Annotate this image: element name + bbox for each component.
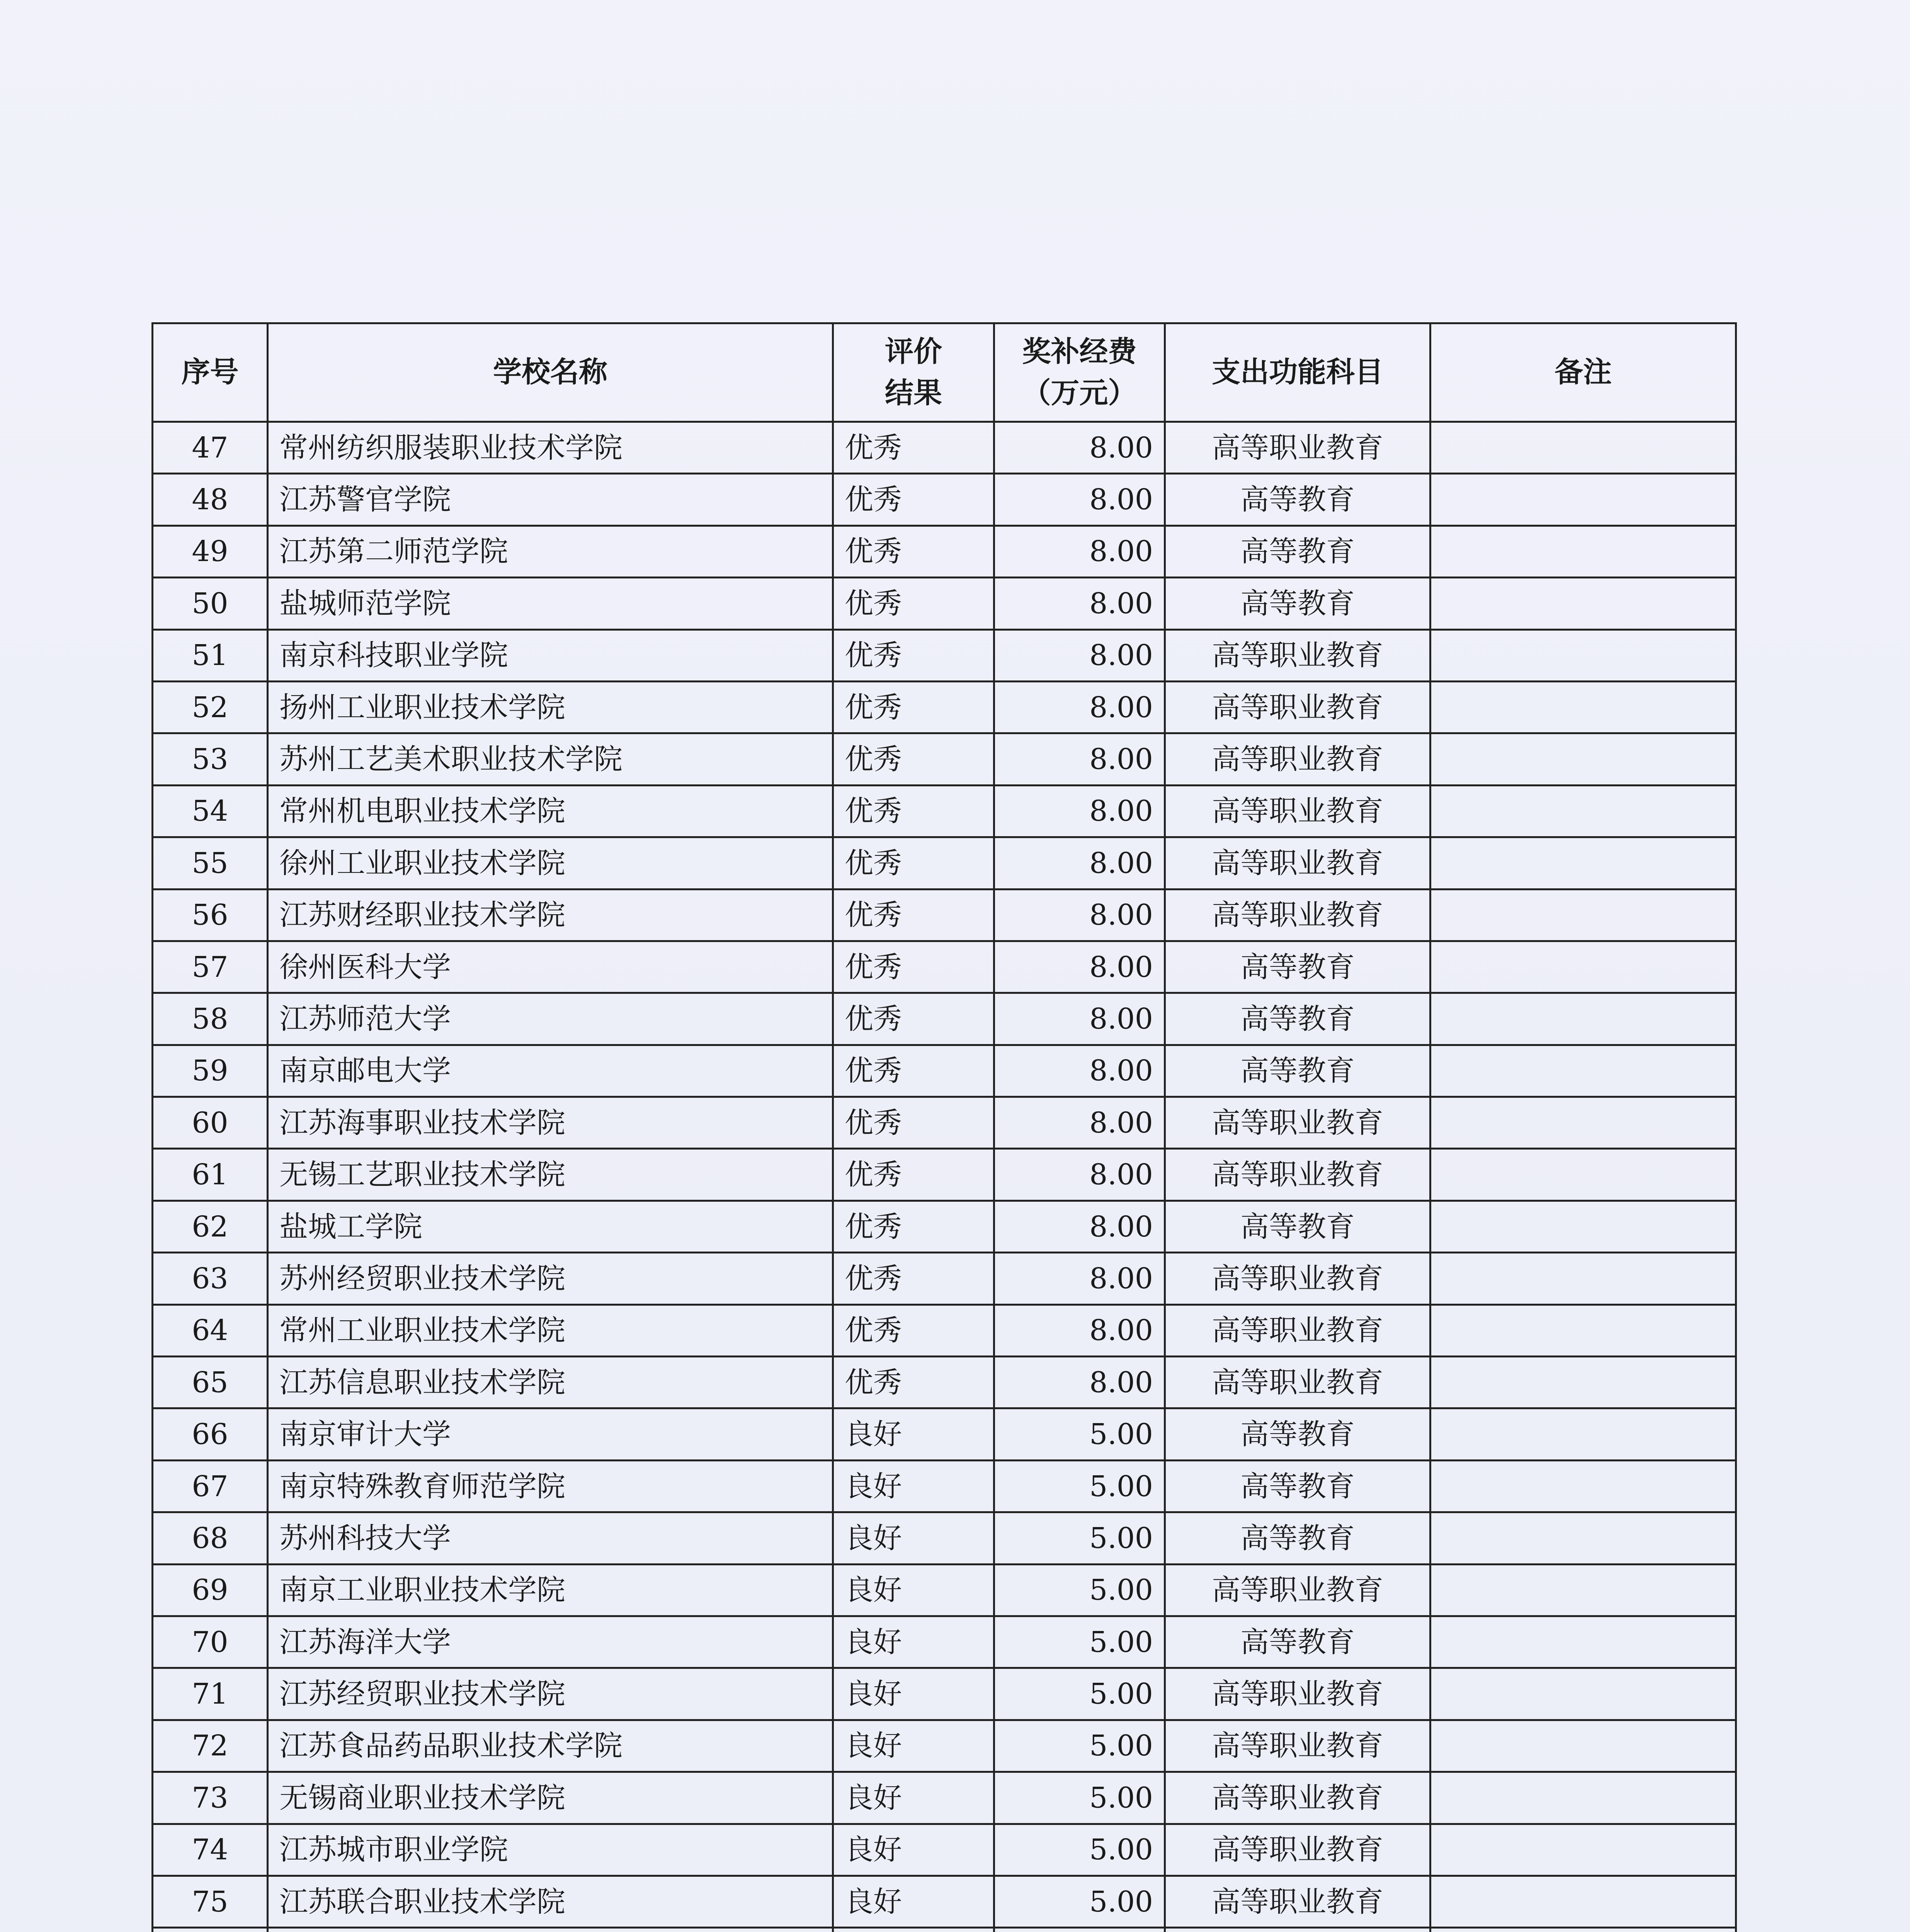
cell-remarks <box>1430 629 1736 681</box>
cell-funding: 8.00 <box>994 629 1165 681</box>
cell-expenditure-subject <box>1165 1928 1430 1932</box>
cell-no: 59 <box>153 1045 268 1097</box>
cell-expenditure-subject: 高等职业教育 <box>1165 1668 1430 1720</box>
cell-funding: 5.00 <box>994 1408 1165 1460</box>
cell-no: 69 <box>153 1564 268 1616</box>
table-row <box>153 526 1736 577</box>
cell-remarks <box>1430 1668 1736 1720</box>
table-row <box>153 1357 1736 1408</box>
cell-funding: 8.00 <box>994 785 1165 837</box>
cell-funding: 5.00 <box>994 1616 1165 1668</box>
cell-remarks <box>1430 1097 1736 1149</box>
table-row <box>153 578 1736 629</box>
cell-school-name: 南京科技职业学院 <box>268 629 833 681</box>
cell-funding: 5.00 <box>994 1668 1165 1720</box>
cell-school-name: 江苏师范大学 <box>268 993 833 1045</box>
cell-expenditure-subject: 高等教育 <box>1165 1460 1430 1512</box>
cell-school-name: 徐州医科大学 <box>268 941 833 993</box>
cell-no: 74 <box>153 1824 268 1876</box>
cell-school-name: 江苏第二师范学院 <box>268 526 833 577</box>
cell-evaluation: 良好 <box>833 1876 994 1927</box>
cell-funding: 8.00 <box>994 1045 1165 1097</box>
cell-funding: 8.00 <box>994 578 1165 629</box>
cell-no: 70 <box>153 1616 268 1668</box>
cell-no: 62 <box>153 1201 268 1252</box>
table-row <box>153 785 1736 837</box>
cell-funding: 8.00 <box>994 837 1165 889</box>
table-row <box>153 941 1736 993</box>
cell-expenditure-subject: 高等教育 <box>1165 993 1430 1045</box>
cell-remarks <box>1430 1512 1736 1564</box>
table-row <box>153 1304 1736 1356</box>
cell-funding: 5.00 <box>994 1876 1165 1927</box>
header-school-name: 学校名称 <box>268 323 833 422</box>
cell-evaluation: 优秀 <box>833 474 994 526</box>
cell-school-name: 南京特殊教育师范学院 <box>268 1460 833 1512</box>
cell-funding: 5.00 <box>994 1460 1165 1512</box>
cell-funding: 5.00 <box>994 1772 1165 1824</box>
cell-evaluation: 良好 <box>833 1564 994 1616</box>
cell-expenditure-subject: 高等职业教育 <box>1165 1772 1430 1824</box>
cell-expenditure-subject: 高等教育 <box>1165 1045 1430 1097</box>
cell-funding: 8.00 <box>994 474 1165 526</box>
cell-remarks <box>1430 1616 1736 1668</box>
cell-no: 47 <box>153 422 268 474</box>
cell-expenditure-subject: 高等职业教育 <box>1165 1357 1430 1408</box>
cell-no <box>153 1928 268 1932</box>
cell-no: 57 <box>153 941 268 993</box>
table-row <box>153 474 1736 526</box>
cell-expenditure-subject: 高等职业教育 <box>1165 785 1430 837</box>
cell-evaluation: 优秀 <box>833 1149 994 1201</box>
cell-school-name: 江苏城市职业学院 <box>268 1824 833 1876</box>
cell-remarks <box>1430 889 1736 941</box>
cell-remarks <box>1430 1928 1736 1932</box>
cell-school-name: 无锡工艺职业技术学院 <box>268 1149 833 1201</box>
cell-school-name: 无锡商业职业技术学院 <box>268 1772 833 1824</box>
cell-evaluation: 优秀 <box>833 733 994 785</box>
cell-evaluation: 优秀 <box>833 422 994 474</box>
cell-funding <box>994 1928 1165 1932</box>
table-body <box>153 422 1736 1932</box>
cell-remarks <box>1430 1304 1736 1356</box>
cell-no: 53 <box>153 733 268 785</box>
cell-evaluation: 优秀 <box>833 629 994 681</box>
cell-no: 75 <box>153 1876 268 1927</box>
cell-remarks <box>1430 474 1736 526</box>
cell-expenditure-subject: 高等职业教育 <box>1165 733 1430 785</box>
table-row <box>153 1564 1736 1616</box>
cell-remarks <box>1430 422 1736 474</box>
cell-no: 72 <box>153 1720 268 1772</box>
cell-remarks <box>1430 1460 1736 1512</box>
cell-remarks <box>1430 1720 1736 1772</box>
cell-funding: 8.00 <box>994 1097 1165 1149</box>
cell-funding: 8.00 <box>994 733 1165 785</box>
cell-school-name: 江苏联合职业技术学院 <box>268 1876 833 1927</box>
table-row <box>153 1616 1736 1668</box>
cell-school-name: 苏州科技大学 <box>268 1512 833 1564</box>
cell-evaluation: 优秀 <box>833 837 994 889</box>
cell-remarks <box>1430 1408 1736 1460</box>
cell-remarks <box>1430 1149 1736 1201</box>
cell-remarks <box>1430 1045 1736 1097</box>
cell-school-name: 常州工业职业技术学院 <box>268 1304 833 1356</box>
cell-funding: 8.00 <box>994 1253 1165 1304</box>
table-row <box>153 1149 1736 1201</box>
table-row <box>153 1201 1736 1252</box>
cell-expenditure-subject: 高等教育 <box>1165 578 1430 629</box>
cell-expenditure-subject: 高等教育 <box>1165 1408 1430 1460</box>
cell-funding: 5.00 <box>994 1564 1165 1616</box>
cell-expenditure-subject: 高等职业教育 <box>1165 1824 1430 1876</box>
cell-expenditure-subject: 高等职业教育 <box>1165 1304 1430 1356</box>
cell-expenditure-subject: 高等教育 <box>1165 941 1430 993</box>
cell-remarks <box>1430 1876 1736 1927</box>
cell-evaluation: 优秀 <box>833 1304 994 1356</box>
cell-funding: 5.00 <box>994 1824 1165 1876</box>
cell-evaluation: 优秀 <box>833 993 994 1045</box>
cell-funding: 8.00 <box>994 1357 1165 1408</box>
cell-expenditure-subject: 高等职业教育 <box>1165 1097 1430 1149</box>
cell-evaluation: 良好 <box>833 1408 994 1460</box>
cell-school-name: 南京邮电大学 <box>268 1045 833 1097</box>
cell-school-name <box>268 1928 833 1932</box>
cell-funding: 8.00 <box>994 941 1165 993</box>
cell-expenditure-subject: 高等职业教育 <box>1165 837 1430 889</box>
cell-evaluation: 优秀 <box>833 681 994 733</box>
cell-funding: 8.00 <box>994 1149 1165 1201</box>
cell-funding: 8.00 <box>994 1304 1165 1356</box>
cell-school-name: 苏州工艺美术职业技术学院 <box>268 733 833 785</box>
section-total-row <box>153 1928 1736 1932</box>
header-funding-line1: 奖补经费 <box>1022 335 1137 368</box>
table-row <box>153 1097 1736 1149</box>
cell-no: 58 <box>153 993 268 1045</box>
cell-funding: 8.00 <box>994 993 1165 1045</box>
cell-no: 73 <box>153 1772 268 1824</box>
table-row <box>153 1253 1736 1304</box>
table-row <box>153 1408 1736 1460</box>
cell-no: 49 <box>153 526 268 577</box>
cell-evaluation: 优秀 <box>833 1201 994 1252</box>
cell-expenditure-subject: 高等职业教育 <box>1165 1720 1430 1772</box>
cell-expenditure-subject: 高等职业教育 <box>1165 889 1430 941</box>
cell-evaluation: 良好 <box>833 1824 994 1876</box>
header-remarks: 备注 <box>1430 323 1736 422</box>
cell-evaluation: 优秀 <box>833 526 994 577</box>
cell-school-name: 江苏信息职业技术学院 <box>268 1357 833 1408</box>
cell-no: 61 <box>153 1149 268 1201</box>
table-row <box>153 1460 1736 1512</box>
cell-school-name: 江苏警官学院 <box>268 474 833 526</box>
cell-no: 52 <box>153 681 268 733</box>
cell-school-name: 江苏海洋大学 <box>268 1616 833 1668</box>
cell-expenditure-subject: 高等职业教育 <box>1165 1564 1430 1616</box>
header-evaluation-line2: 结果 <box>885 376 942 410</box>
table-row <box>153 422 1736 474</box>
cell-no: 54 <box>153 785 268 837</box>
header-funding <box>994 323 1165 422</box>
table-row <box>153 1720 1736 1772</box>
cell-no: 60 <box>153 1097 268 1149</box>
cell-no: 71 <box>153 1668 268 1720</box>
cell-remarks <box>1430 785 1736 837</box>
cell-remarks <box>1430 1357 1736 1408</box>
table-row <box>153 733 1736 785</box>
cell-expenditure-subject: 高等教育 <box>1165 1201 1430 1252</box>
cell-no: 66 <box>153 1408 268 1460</box>
cell-school-name: 江苏经贸职业技术学院 <box>268 1668 833 1720</box>
funding-table <box>151 322 1737 1932</box>
cell-school-name: 江苏财经职业技术学院 <box>268 889 833 941</box>
cell-evaluation: 优秀 <box>833 1357 994 1408</box>
cell-remarks <box>1430 578 1736 629</box>
cell-funding: 5.00 <box>994 1720 1165 1772</box>
cell-expenditure-subject: 高等职业教育 <box>1165 681 1430 733</box>
cell-remarks <box>1430 941 1736 993</box>
cell-remarks <box>1430 733 1736 785</box>
table-row <box>153 889 1736 941</box>
table-header-row <box>153 323 1736 422</box>
cell-school-name: 南京审计大学 <box>268 1408 833 1460</box>
cell-no: 65 <box>153 1357 268 1408</box>
cell-remarks <box>1430 1772 1736 1824</box>
cell-school-name: 盐城师范学院 <box>268 578 833 629</box>
table-row <box>153 993 1736 1045</box>
cell-evaluation: 良好 <box>833 1616 994 1668</box>
cell-remarks <box>1430 837 1736 889</box>
cell-evaluation: 优秀 <box>833 1097 994 1149</box>
header-expenditure-subject: 支出功能科目 <box>1165 323 1430 422</box>
cell-evaluation: 良好 <box>833 1512 994 1564</box>
cell-funding: 8.00 <box>994 526 1165 577</box>
cell-evaluation: 良好 <box>833 1772 994 1824</box>
table-row <box>153 837 1736 889</box>
cell-funding: 8.00 <box>994 889 1165 941</box>
header-evaluation-line1: 评价 <box>885 335 942 368</box>
cell-school-name: 江苏食品药品职业技术学院 <box>268 1720 833 1772</box>
cell-no: 63 <box>153 1253 268 1304</box>
cell-remarks <box>1430 681 1736 733</box>
cell-evaluation: 优秀 <box>833 889 994 941</box>
table-row <box>153 1824 1736 1876</box>
cell-school-name: 常州纺织服装职业技术学院 <box>268 422 833 474</box>
cell-evaluation: 良好 <box>833 1668 994 1720</box>
cell-remarks <box>1430 993 1736 1045</box>
cell-remarks <box>1430 1824 1736 1876</box>
cell-no: 64 <box>153 1304 268 1356</box>
cell-evaluation: 优秀 <box>833 1253 994 1304</box>
cell-school-name: 盐城工学院 <box>268 1201 833 1252</box>
cell-expenditure-subject: 高等职业教育 <box>1165 422 1430 474</box>
cell-no: 55 <box>153 837 268 889</box>
cell-evaluation: 优秀 <box>833 578 994 629</box>
cell-evaluation: 良好 <box>833 1460 994 1512</box>
table-row <box>153 629 1736 681</box>
cell-remarks <box>1430 1564 1736 1616</box>
cell-expenditure-subject: 高等教育 <box>1165 1616 1430 1668</box>
cell-evaluation: 优秀 <box>833 941 994 993</box>
cell-funding: 8.00 <box>994 1201 1165 1252</box>
cell-evaluation: 良好 <box>833 1720 994 1772</box>
table-row <box>153 1668 1736 1720</box>
cell-evaluation <box>833 1928 994 1932</box>
cell-expenditure-subject: 高等职业教育 <box>1165 629 1430 681</box>
table-row <box>153 1876 1736 1927</box>
cell-school-name: 苏州经贸职业技术学院 <box>268 1253 833 1304</box>
cell-no: 56 <box>153 889 268 941</box>
cell-expenditure-subject: 高等教育 <box>1165 474 1430 526</box>
cell-funding: 8.00 <box>994 681 1165 733</box>
cell-school-name: 江苏海事职业技术学院 <box>268 1097 833 1149</box>
table-row <box>153 681 1736 733</box>
cell-remarks <box>1430 1201 1736 1252</box>
cell-funding: 8.00 <box>994 422 1165 474</box>
cell-expenditure-subject: 高等教育 <box>1165 526 1430 577</box>
header-no: 序号 <box>153 323 268 422</box>
cell-school-name: 常州机电职业技术学院 <box>268 785 833 837</box>
cell-school-name: 扬州工业职业技术学院 <box>268 681 833 733</box>
cell-school-name: 徐州工业职业技术学院 <box>268 837 833 889</box>
cell-no: 67 <box>153 1460 268 1512</box>
cell-evaluation: 优秀 <box>833 1045 994 1097</box>
table-row <box>153 1045 1736 1097</box>
cell-expenditure-subject: 高等职业教育 <box>1165 1876 1430 1927</box>
cell-school-name: 南京工业职业技术学院 <box>268 1564 833 1616</box>
cell-no: 51 <box>153 629 268 681</box>
cell-evaluation: 优秀 <box>833 785 994 837</box>
cell-expenditure-subject: 高等职业教育 <box>1165 1149 1430 1201</box>
cell-remarks <box>1430 1253 1736 1304</box>
table-row <box>153 1772 1736 1824</box>
cell-expenditure-subject: 高等职业教育 <box>1165 1253 1430 1304</box>
table-row <box>153 1512 1736 1564</box>
cell-funding: 5.00 <box>994 1512 1165 1564</box>
cell-no: 48 <box>153 474 268 526</box>
header-funding-line2: （万元） <box>1022 376 1137 410</box>
cell-remarks <box>1430 526 1736 577</box>
header-evaluation <box>833 323 994 422</box>
cell-expenditure-subject: 高等教育 <box>1165 1512 1430 1564</box>
cell-no: 68 <box>153 1512 268 1564</box>
cell-no: 50 <box>153 578 268 629</box>
